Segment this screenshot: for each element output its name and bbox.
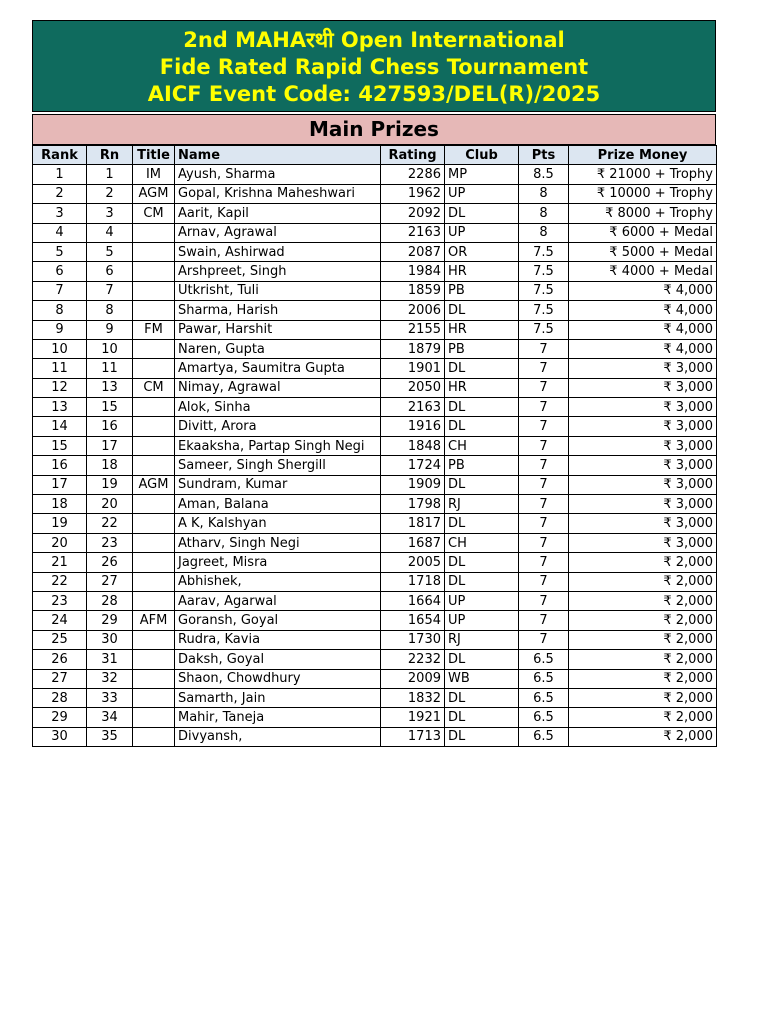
table-row <box>33 281 717 300</box>
cell-name: Sharma, Harish <box>175 301 381 320</box>
cell-club: DL <box>445 398 519 417</box>
cell-rank: 20 <box>33 533 87 552</box>
cell-rn: 16 <box>87 417 133 436</box>
cell-rank: 26 <box>33 650 87 669</box>
cell-prize-money: ₹ 8000 + Trophy <box>569 204 717 223</box>
table-row <box>33 708 717 727</box>
table-row <box>33 514 717 533</box>
cell-rating: 2005 <box>381 553 445 572</box>
cell-rn: 27 <box>87 572 133 591</box>
cell-name: A K, Kalshyan <box>175 514 381 533</box>
cell-rank: 5 <box>33 242 87 261</box>
col-header-club: Club <box>445 146 519 165</box>
cell-pts: 7 <box>519 339 569 358</box>
cell-club: RJ <box>445 495 519 514</box>
cell-rating: 2006 <box>381 301 445 320</box>
table-row <box>33 650 717 669</box>
cell-pts: 8 <box>519 204 569 223</box>
cell-name: Ekaaksha, Partap Singh Negi <box>175 436 381 455</box>
cell-rn: 31 <box>87 650 133 669</box>
cell-rn: 7 <box>87 281 133 300</box>
cell-name: Aarit, Kapil <box>175 204 381 223</box>
cell-prize-money: ₹ 2,000 <box>569 708 717 727</box>
cell-rating: 1832 <box>381 688 445 707</box>
cell-title: AFM <box>133 611 175 630</box>
cell-rating: 2092 <box>381 204 445 223</box>
cell-club: UP <box>445 223 519 242</box>
cell-rating: 1713 <box>381 727 445 746</box>
cell-rn: 33 <box>87 688 133 707</box>
cell-pts: 7 <box>519 398 569 417</box>
cell-rank: 28 <box>33 688 87 707</box>
col-header-rating: Rating <box>381 146 445 165</box>
cell-pts: 7.5 <box>519 301 569 320</box>
cell-rating: 1724 <box>381 456 445 475</box>
cell-club: DL <box>445 359 519 378</box>
cell-rating: 1984 <box>381 262 445 281</box>
cell-rating: 1901 <box>381 359 445 378</box>
cell-rating: 1879 <box>381 339 445 358</box>
cell-prize-money: ₹ 3,000 <box>569 436 717 455</box>
table-row <box>33 456 717 475</box>
cell-prize-money: ₹ 2,000 <box>569 630 717 649</box>
cell-club: HR <box>445 378 519 397</box>
table-row <box>33 495 717 514</box>
cell-title <box>133 708 175 727</box>
cell-rn: 20 <box>87 495 133 514</box>
cell-pts: 6.5 <box>519 669 569 688</box>
cell-rn: 18 <box>87 456 133 475</box>
cell-rn: 15 <box>87 398 133 417</box>
cell-rank: 16 <box>33 456 87 475</box>
cell-club: CH <box>445 533 519 552</box>
tournament-banner <box>32 20 716 112</box>
cell-club: OR <box>445 242 519 261</box>
cell-name: Divitt, Arora <box>175 417 381 436</box>
cell-rating: 1817 <box>381 514 445 533</box>
cell-rn: 30 <box>87 630 133 649</box>
cell-prize-money: ₹ 3,000 <box>569 533 717 552</box>
cell-rank: 2 <box>33 184 87 203</box>
cell-rn: 10 <box>87 339 133 358</box>
cell-name: Jagreet, Misra <box>175 553 381 572</box>
cell-club: PB <box>445 456 519 475</box>
table-row <box>33 475 717 494</box>
table-row <box>33 572 717 591</box>
cell-rating: 1962 <box>381 184 445 203</box>
cell-rank: 4 <box>33 223 87 242</box>
cell-title <box>133 359 175 378</box>
cell-title: FM <box>133 320 175 339</box>
cell-rank: 30 <box>33 727 87 746</box>
cell-pts: 7 <box>519 359 569 378</box>
cell-pts: 7 <box>519 533 569 552</box>
cell-name: Aarav, Agarwal <box>175 591 381 610</box>
cell-title <box>133 262 175 281</box>
cell-name: Rudra, Kavia <box>175 630 381 649</box>
table-row <box>33 688 717 707</box>
cell-name: Mahir, Taneja <box>175 708 381 727</box>
col-header-pts: Pts <box>519 146 569 165</box>
cell-prize-money: ₹ 2,000 <box>569 611 717 630</box>
table-row <box>33 611 717 630</box>
col-header-name: Name <box>175 146 381 165</box>
cell-prize-money: ₹ 4,000 <box>569 320 717 339</box>
cell-rn: 8 <box>87 301 133 320</box>
cell-pts: 6.5 <box>519 688 569 707</box>
cell-rn: 2 <box>87 184 133 203</box>
cell-rank: 9 <box>33 320 87 339</box>
cell-rn: 4 <box>87 223 133 242</box>
cell-rank: 12 <box>33 378 87 397</box>
cell-prize-money: ₹ 3,000 <box>569 398 717 417</box>
cell-rank: 1 <box>33 165 87 184</box>
cell-title <box>133 727 175 746</box>
cell-pts: 6.5 <box>519 727 569 746</box>
cell-club: UP <box>445 184 519 203</box>
cell-title <box>133 650 175 669</box>
banner-line-2: Fide Rated Rapid Chess Tournament <box>159 55 589 79</box>
cell-rn: 6 <box>87 262 133 281</box>
table-row <box>33 630 717 649</box>
cell-title <box>133 223 175 242</box>
cell-club: HR <box>445 262 519 281</box>
cell-title <box>133 456 175 475</box>
cell-club: DL <box>445 688 519 707</box>
cell-name: Alok, Sinha <box>175 398 381 417</box>
cell-title <box>133 242 175 261</box>
cell-name: Naren, Gupta <box>175 339 381 358</box>
cell-rank: 8 <box>33 301 87 320</box>
cell-name: Shaon, Chowdhury <box>175 669 381 688</box>
cell-rating: 2009 <box>381 669 445 688</box>
cell-title <box>133 339 175 358</box>
cell-pts: 8 <box>519 223 569 242</box>
cell-rating: 2163 <box>381 398 445 417</box>
cell-name: Goransh, Goyal <box>175 611 381 630</box>
cell-rating: 1916 <box>381 417 445 436</box>
table-row <box>33 204 717 223</box>
cell-prize-money: ₹ 2,000 <box>569 669 717 688</box>
cell-rank: 14 <box>33 417 87 436</box>
cell-name: Nimay, Agrawal <box>175 378 381 397</box>
col-header-prize-money: Prize Money <box>569 146 717 165</box>
cell-prize-money: ₹ 2,000 <box>569 572 717 591</box>
cell-pts: 7 <box>519 436 569 455</box>
cell-rank: 10 <box>33 339 87 358</box>
table-row <box>33 301 717 320</box>
cell-title <box>133 281 175 300</box>
cell-rn: 26 <box>87 553 133 572</box>
cell-club: MP <box>445 165 519 184</box>
cell-name: Ayush, Sharma <box>175 165 381 184</box>
cell-prize-money: ₹ 6000 + Medal <box>569 223 717 242</box>
table-row <box>33 533 717 552</box>
cell-pts: 7 <box>519 553 569 572</box>
cell-rating: 1730 <box>381 630 445 649</box>
cell-club: DL <box>445 553 519 572</box>
cell-title <box>133 572 175 591</box>
cell-title <box>133 669 175 688</box>
cell-title: AGM <box>133 184 175 203</box>
cell-rank: 23 <box>33 591 87 610</box>
cell-rank: 6 <box>33 262 87 281</box>
cell-prize-money: ₹ 10000 + Trophy <box>569 184 717 203</box>
cell-prize-money: ₹ 2,000 <box>569 727 717 746</box>
cell-name: Abhishek, <box>175 572 381 591</box>
cell-rating: 1848 <box>381 436 445 455</box>
cell-pts: 7.5 <box>519 262 569 281</box>
cell-prize-money: ₹ 5000 + Medal <box>569 242 717 261</box>
cell-rank: 7 <box>33 281 87 300</box>
cell-prize-money: ₹ 2,000 <box>569 553 717 572</box>
cell-prize-money: ₹ 3,000 <box>569 456 717 475</box>
cell-rn: 17 <box>87 436 133 455</box>
cell-rating: 2050 <box>381 378 445 397</box>
cell-pts: 7 <box>519 572 569 591</box>
cell-pts: 7 <box>519 514 569 533</box>
cell-club: DL <box>445 475 519 494</box>
cell-club: DL <box>445 204 519 223</box>
cell-rating: 1718 <box>381 572 445 591</box>
cell-rn: 32 <box>87 669 133 688</box>
table-row <box>33 339 717 358</box>
cell-rn: 28 <box>87 591 133 610</box>
cell-rank: 17 <box>33 475 87 494</box>
cell-pts: 7 <box>519 591 569 610</box>
banner-line-1: 2nd MAHAरथी Open International <box>183 28 565 52</box>
cell-rank: 3 <box>33 204 87 223</box>
cell-name: Arnav, Agrawal <box>175 223 381 242</box>
col-header-rn: Rn <box>87 146 133 165</box>
cell-rating: 2286 <box>381 165 445 184</box>
cell-club: UP <box>445 591 519 610</box>
cell-prize-money: ₹ 4,000 <box>569 301 717 320</box>
cell-club: DL <box>445 572 519 591</box>
cell-prize-money: ₹ 3,000 <box>569 417 717 436</box>
cell-pts: 7.5 <box>519 320 569 339</box>
cell-rn: 29 <box>87 611 133 630</box>
cell-prize-money: ₹ 2,000 <box>569 650 717 669</box>
cell-name: Samarth, Jain <box>175 688 381 707</box>
cell-rn: 22 <box>87 514 133 533</box>
cell-club: PB <box>445 339 519 358</box>
header-row <box>33 146 717 165</box>
cell-prize-money: ₹ 21000 + Trophy <box>569 165 717 184</box>
cell-title <box>133 591 175 610</box>
cell-rn: 5 <box>87 242 133 261</box>
cell-prize-money: ₹ 4000 + Medal <box>569 262 717 281</box>
cell-title <box>133 688 175 707</box>
cell-prize-money: ₹ 3,000 <box>569 359 717 378</box>
cell-club: PB <box>445 281 519 300</box>
cell-prize-money: ₹ 4,000 <box>569 339 717 358</box>
cell-pts: 7 <box>519 630 569 649</box>
prize-sheet <box>32 20 716 747</box>
cell-pts: 7 <box>519 495 569 514</box>
cell-rank: 25 <box>33 630 87 649</box>
cell-title <box>133 398 175 417</box>
cell-pts: 6.5 <box>519 650 569 669</box>
cell-pts: 8 <box>519 184 569 203</box>
cell-prize-money: ₹ 3,000 <box>569 495 717 514</box>
cell-prize-money: ₹ 3,000 <box>569 378 717 397</box>
cell-rating: 1798 <box>381 495 445 514</box>
cell-rn: 23 <box>87 533 133 552</box>
cell-club: DL <box>445 417 519 436</box>
cell-club: DL <box>445 514 519 533</box>
cell-name: Gopal, Krishna Maheshwari <box>175 184 381 203</box>
cell-prize-money: ₹ 3,000 <box>569 514 717 533</box>
table-row <box>33 591 717 610</box>
cell-prize-money: ₹ 2,000 <box>569 591 717 610</box>
cell-name: Daksh, Goyal <box>175 650 381 669</box>
cell-rank: 11 <box>33 359 87 378</box>
table-row <box>33 242 717 261</box>
cell-rank: 19 <box>33 514 87 533</box>
cell-pts: 7 <box>519 611 569 630</box>
table-row <box>33 223 717 242</box>
cell-pts: 7.5 <box>519 281 569 300</box>
cell-name: Atharv, Singh Negi <box>175 533 381 552</box>
cell-name: Swain, Ashirwad <box>175 242 381 261</box>
cell-rating: 2163 <box>381 223 445 242</box>
cell-club: DL <box>445 650 519 669</box>
cell-pts: 7 <box>519 456 569 475</box>
table-row <box>33 165 717 184</box>
cell-rating: 1664 <box>381 591 445 610</box>
cell-title: AGM <box>133 475 175 494</box>
table-row <box>33 727 717 746</box>
cell-name: Arshpreet, Singh <box>175 262 381 281</box>
cell-rating: 2087 <box>381 242 445 261</box>
cell-name: Amartya, Saumitra Gupta <box>175 359 381 378</box>
cell-title <box>133 533 175 552</box>
cell-prize-money: ₹ 4,000 <box>569 281 717 300</box>
cell-rn: 34 <box>87 708 133 727</box>
cell-title <box>133 301 175 320</box>
cell-rank: 13 <box>33 398 87 417</box>
cell-club: RJ <box>445 630 519 649</box>
cell-title: CM <box>133 204 175 223</box>
cell-rating: 2155 <box>381 320 445 339</box>
cell-rank: 24 <box>33 611 87 630</box>
cell-club: DL <box>445 727 519 746</box>
cell-rating: 1687 <box>381 533 445 552</box>
cell-club: WB <box>445 669 519 688</box>
table-row <box>33 553 717 572</box>
cell-name: Utkrisht, Tuli <box>175 281 381 300</box>
cell-rn: 13 <box>87 378 133 397</box>
cell-pts: 8.5 <box>519 165 569 184</box>
cell-pts: 6.5 <box>519 708 569 727</box>
col-header-rank: Rank <box>33 146 87 165</box>
banner-line-3: AICF Event Code: 427593/DEL(R)/2025 <box>147 82 601 106</box>
cell-title <box>133 630 175 649</box>
cell-club: DL <box>445 708 519 727</box>
cell-title <box>133 417 175 436</box>
cell-rating: 1909 <box>381 475 445 494</box>
cell-rank: 21 <box>33 553 87 572</box>
cell-rank: 27 <box>33 669 87 688</box>
cell-rank: 15 <box>33 436 87 455</box>
col-header-title: Title <box>133 146 175 165</box>
cell-rn: 11 <box>87 359 133 378</box>
cell-name: Divyansh, <box>175 727 381 746</box>
cell-rn: 1 <box>87 165 133 184</box>
cell-pts: 7 <box>519 475 569 494</box>
cell-name: Aman, Balana <box>175 495 381 514</box>
cell-name: Pawar, Harshit <box>175 320 381 339</box>
cell-prize-money: ₹ 3,000 <box>569 475 717 494</box>
cell-prize-money: ₹ 2,000 <box>569 688 717 707</box>
cell-name: Sundram, Kumar <box>175 475 381 494</box>
cell-title <box>133 495 175 514</box>
cell-rn: 19 <box>87 475 133 494</box>
section-title: Main Prizes <box>32 114 716 145</box>
table-row <box>33 262 717 281</box>
cell-rn: 35 <box>87 727 133 746</box>
cell-title: CM <box>133 378 175 397</box>
cell-title <box>133 553 175 572</box>
table-row <box>33 417 717 436</box>
table-row <box>33 669 717 688</box>
cell-rn: 3 <box>87 204 133 223</box>
table-row <box>33 398 717 417</box>
cell-rank: 29 <box>33 708 87 727</box>
table-row <box>33 184 717 203</box>
table-row <box>33 378 717 397</box>
cell-title: IM <box>133 165 175 184</box>
cell-rank: 18 <box>33 495 87 514</box>
cell-club: CH <box>445 436 519 455</box>
cell-rn: 9 <box>87 320 133 339</box>
table-row <box>33 436 717 455</box>
prize-table <box>32 145 717 747</box>
cell-title <box>133 514 175 533</box>
cell-title <box>133 436 175 455</box>
cell-name: Sameer, Singh Shergill <box>175 456 381 475</box>
cell-rating: 1654 <box>381 611 445 630</box>
table-row <box>33 359 717 378</box>
cell-pts: 7 <box>519 417 569 436</box>
cell-pts: 7 <box>519 378 569 397</box>
cell-club: HR <box>445 320 519 339</box>
cell-club: UP <box>445 611 519 630</box>
cell-club: DL <box>445 301 519 320</box>
cell-rating: 1921 <box>381 708 445 727</box>
cell-rank: 22 <box>33 572 87 591</box>
table-row <box>33 320 717 339</box>
cell-rating: 2232 <box>381 650 445 669</box>
cell-rating: 1859 <box>381 281 445 300</box>
cell-pts: 7.5 <box>519 242 569 261</box>
